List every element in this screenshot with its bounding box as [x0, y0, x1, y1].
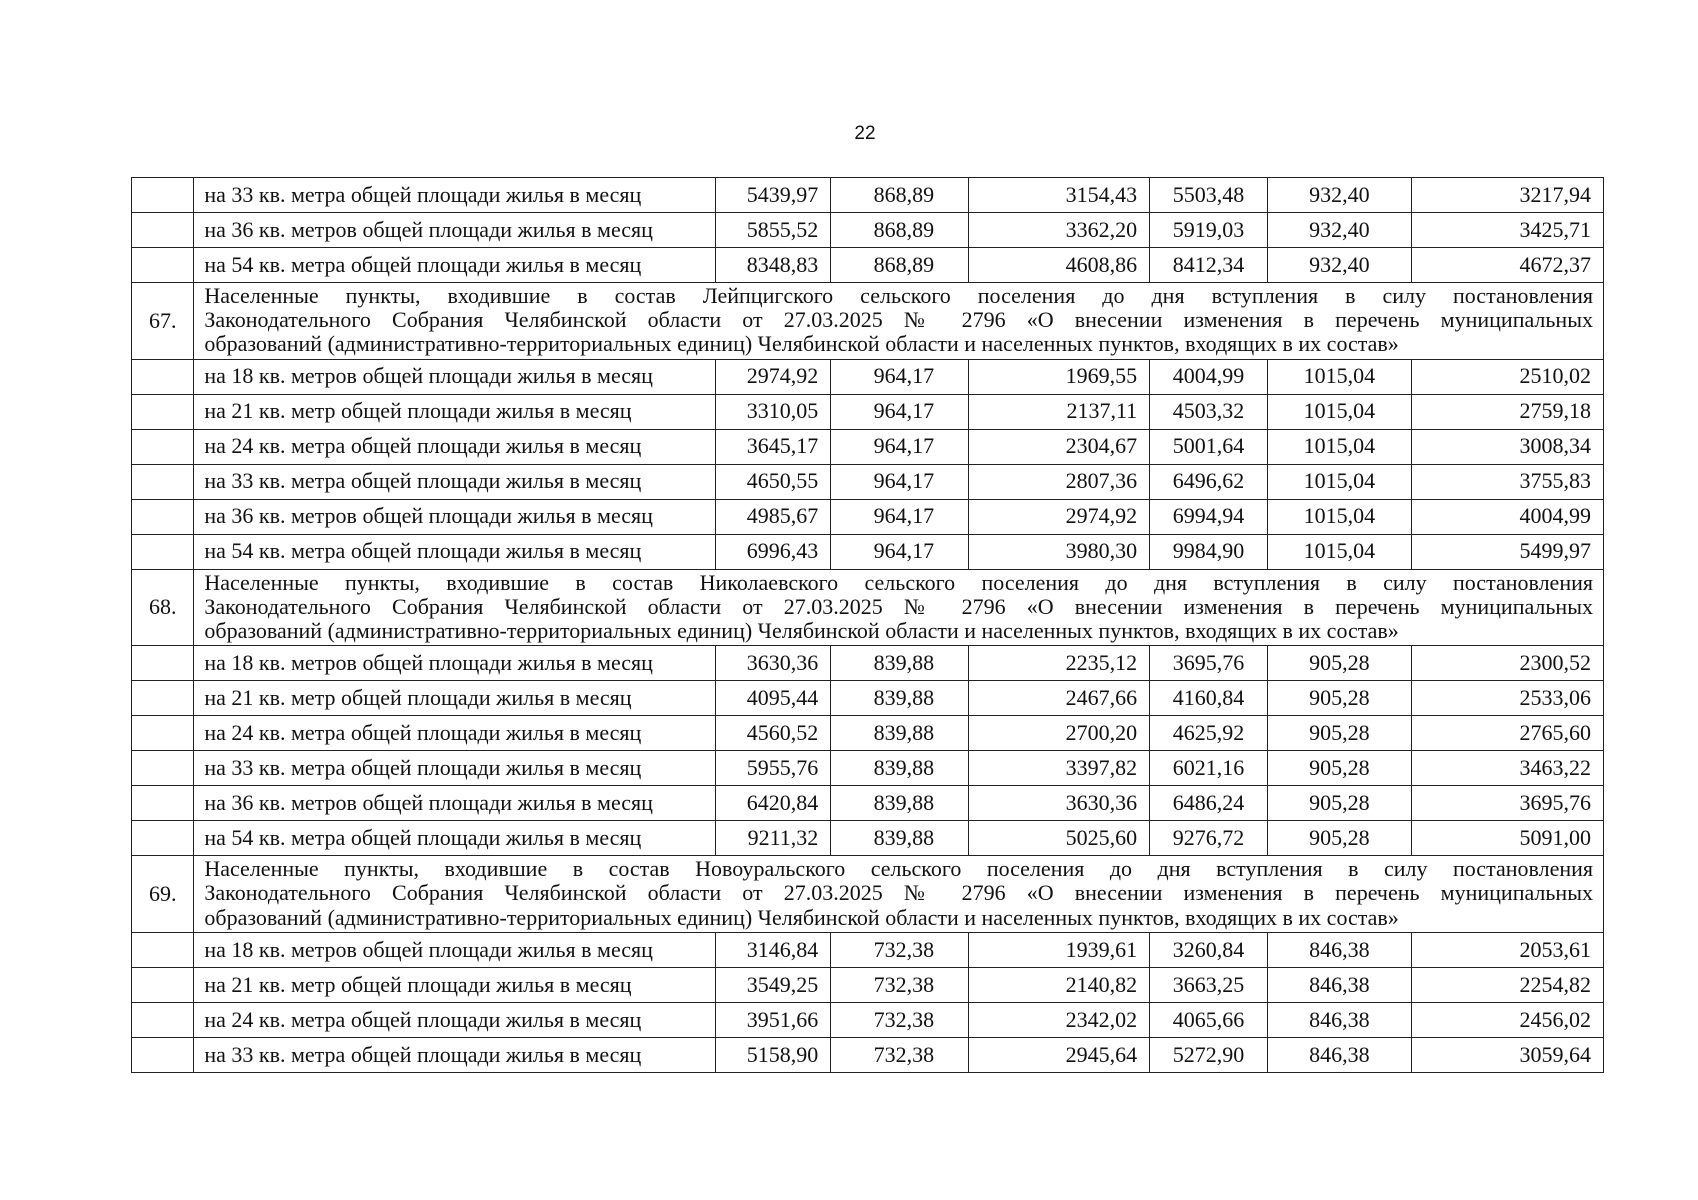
value-cell-3: 2807,36 — [969, 464, 1150, 499]
value-cell-5: 905,28 — [1267, 681, 1411, 716]
value-cell-5: 905,28 — [1267, 646, 1411, 681]
section-description-line: образований (административно-территориальных единиц) Челябинской области и населенных пунктов, входящих в их состав» — [204, 904, 1399, 930]
value-cell-2: 964,17 — [831, 499, 969, 534]
value-cell-3: 2700,20 — [969, 716, 1150, 751]
row-label: на 36 кв. метров общей площади жилья в месяц — [194, 499, 715, 534]
section-description — [194, 856, 1604, 933]
value-cell-2: 732,38 — [831, 1002, 969, 1037]
row-number-cell — [132, 681, 194, 716]
section-number: 69. — [132, 856, 194, 933]
row-number-cell — [132, 248, 194, 283]
row-number-cell — [132, 932, 194, 967]
value-cell-3: 2467,66 — [969, 681, 1150, 716]
value-cell-4: 5272,90 — [1150, 1037, 1268, 1072]
value-cell-3: 2974,92 — [969, 499, 1150, 534]
value-cell-1: 5855,52 — [715, 213, 831, 248]
section-description-line: Законодательного Собрания Челябинской области от 27.03.2025 № 2796 «О внесении изменения в перечень муниципальных — [204, 593, 1593, 619]
row-number-cell — [132, 751, 194, 786]
value-cell-6: 2533,06 — [1411, 681, 1603, 716]
value-cell-2: 839,88 — [831, 751, 969, 786]
value-cell-5: 1015,04 — [1267, 429, 1411, 464]
value-cell-1: 4650,55 — [715, 464, 831, 499]
section-number: 67. — [132, 283, 194, 360]
value-cell-2: 964,17 — [831, 359, 969, 394]
value-cell-2: 964,17 — [831, 464, 969, 499]
value-cell-5: 846,38 — [1267, 1002, 1411, 1037]
value-cell-3: 2342,02 — [969, 1002, 1150, 1037]
section-description — [194, 569, 1604, 646]
table-row — [132, 932, 1604, 967]
value-cell-4: 6021,16 — [1150, 751, 1268, 786]
table-row — [132, 499, 1604, 534]
row-number-cell — [132, 786, 194, 821]
row-label: на 21 кв. метр общей площади жилья в месяц — [194, 967, 715, 1002]
row-label: на 18 кв. метров общей площади жилья в месяц — [194, 932, 715, 967]
value-cell-4: 4160,84 — [1150, 681, 1268, 716]
page-number: 22 — [854, 123, 876, 144]
value-cell-5: 846,38 — [1267, 932, 1411, 967]
value-cell-2: 839,88 — [831, 821, 969, 856]
value-cell-5: 1015,04 — [1267, 534, 1411, 569]
value-cell-5: 932,40 — [1267, 213, 1411, 248]
row-number-cell — [132, 394, 194, 429]
value-cell-4: 4625,92 — [1150, 716, 1268, 751]
value-cell-6: 2300,52 — [1411, 646, 1603, 681]
value-cell-5: 1015,04 — [1267, 499, 1411, 534]
row-label: на 33 кв. метра общей площади жилья в месяц — [194, 751, 715, 786]
row-number-cell — [132, 967, 194, 1002]
row-label: на 24 кв. метра общей площади жилья в месяц — [194, 429, 715, 464]
value-cell-4: 3695,76 — [1150, 646, 1268, 681]
value-cell-4: 3663,25 — [1150, 967, 1268, 1002]
value-cell-6: 4004,99 — [1411, 499, 1603, 534]
value-cell-4: 8412,34 — [1150, 248, 1268, 283]
row-number-cell — [132, 646, 194, 681]
value-cell-4: 4503,32 — [1150, 394, 1268, 429]
value-cell-1: 5439,97 — [715, 178, 831, 213]
table-row — [132, 786, 1604, 821]
value-cell-6: 2765,60 — [1411, 716, 1603, 751]
value-cell-4: 5001,64 — [1150, 429, 1268, 464]
value-cell-4: 3260,84 — [1150, 932, 1268, 967]
section-number: 68. — [132, 569, 194, 646]
row-label: на 18 кв. метров общей площади жилья в месяц — [194, 359, 715, 394]
value-cell-5: 905,28 — [1267, 716, 1411, 751]
row-label: на 54 кв. метра общей площади жилья в месяц — [194, 248, 715, 283]
row-number-cell — [132, 499, 194, 534]
value-cell-3: 3362,20 — [969, 213, 1150, 248]
tariff-table — [131, 177, 1604, 1073]
value-cell-1: 3951,66 — [715, 1002, 831, 1037]
value-cell-1: 6996,43 — [715, 534, 831, 569]
row-number-cell — [132, 1037, 194, 1072]
value-cell-4: 6486,24 — [1150, 786, 1268, 821]
value-cell-5: 1015,04 — [1267, 394, 1411, 429]
section-description-line: образований (административно-территориальных единиц) Челябинской области и населенных пунктов, входящих в их состав» — [204, 617, 1399, 643]
value-cell-1: 4095,44 — [715, 681, 831, 716]
value-cell-6: 4672,37 — [1411, 248, 1603, 283]
value-cell-1: 5955,76 — [715, 751, 831, 786]
value-cell-1: 9211,32 — [715, 821, 831, 856]
value-cell-3: 5025,60 — [969, 821, 1150, 856]
row-label: на 33 кв. метра общей площади жилья в месяц — [194, 464, 715, 499]
value-cell-4: 6994,94 — [1150, 499, 1268, 534]
value-cell-1: 3310,05 — [715, 394, 831, 429]
value-cell-4: 5503,48 — [1150, 178, 1268, 213]
section-row — [132, 569, 1604, 646]
row-number-cell — [132, 464, 194, 499]
value-cell-5: 846,38 — [1267, 967, 1411, 1002]
table-row — [132, 1037, 1604, 1072]
row-label: на 33 кв. метра общей площади жилья в месяц — [194, 1037, 715, 1072]
value-cell-4: 6496,62 — [1150, 464, 1268, 499]
value-cell-1: 5158,90 — [715, 1037, 831, 1072]
value-cell-6: 2254,82 — [1411, 967, 1603, 1002]
value-cell-3: 3397,82 — [969, 751, 1150, 786]
value-cell-6: 2456,02 — [1411, 1002, 1603, 1037]
value-cell-3: 3630,36 — [969, 786, 1150, 821]
row-number-cell — [132, 178, 194, 213]
row-label: на 33 кв. метра общей площади жилья в месяц — [194, 178, 715, 213]
value-cell-5: 905,28 — [1267, 821, 1411, 856]
value-cell-3: 4608,86 — [969, 248, 1150, 283]
value-cell-3: 2140,82 — [969, 967, 1150, 1002]
value-cell-4: 9984,90 — [1150, 534, 1268, 569]
row-label: на 21 кв. метр общей площади жилья в месяц — [194, 681, 715, 716]
section-description-line: Законодательного Собрания Челябинской области от 27.03.2025 № 2796 «О внесении изменения в перечень муниципальных — [204, 880, 1593, 906]
value-cell-3: 1969,55 — [969, 359, 1150, 394]
value-cell-5: 932,40 — [1267, 248, 1411, 283]
value-cell-4: 4065,66 — [1150, 1002, 1268, 1037]
row-number-cell — [132, 534, 194, 569]
table-row — [132, 681, 1604, 716]
value-cell-4: 5919,03 — [1150, 213, 1268, 248]
value-cell-3: 1939,61 — [969, 932, 1150, 967]
table-row — [132, 394, 1604, 429]
row-number-cell — [132, 821, 194, 856]
value-cell-1: 6420,84 — [715, 786, 831, 821]
row-number-cell — [132, 1002, 194, 1037]
row-label: на 18 кв. метров общей площади жилья в месяц — [194, 646, 715, 681]
value-cell-2: 839,88 — [831, 681, 969, 716]
table-row — [132, 646, 1604, 681]
value-cell-6: 3008,34 — [1411, 429, 1603, 464]
row-label: на 36 кв. метров общей площади жилья в месяц — [194, 786, 715, 821]
value-cell-6: 3695,76 — [1411, 786, 1603, 821]
section-description-line: Населенные пункты, входившие в состав Лейпцигского сельского поселения до дня вступления в силу постановления — [204, 283, 1593, 308]
table-row — [132, 751, 1604, 786]
value-cell-1: 3630,36 — [715, 646, 831, 681]
value-cell-2: 964,17 — [831, 534, 969, 569]
value-cell-5: 932,40 — [1267, 178, 1411, 213]
value-cell-6: 3425,71 — [1411, 213, 1603, 248]
value-cell-6: 3217,94 — [1411, 178, 1603, 213]
value-cell-2: 839,88 — [831, 716, 969, 751]
value-cell-6: 2759,18 — [1411, 394, 1603, 429]
value-cell-2: 839,88 — [831, 646, 969, 681]
value-cell-2: 868,89 — [831, 248, 969, 283]
value-cell-2: 964,17 — [831, 394, 969, 429]
value-cell-6: 5499,97 — [1411, 534, 1603, 569]
value-cell-1: 8348,83 — [715, 248, 831, 283]
value-cell-6: 3059,64 — [1411, 1037, 1603, 1072]
row-label: на 36 кв. метров общей площади жилья в месяц — [194, 213, 715, 248]
value-cell-2: 964,17 — [831, 429, 969, 464]
value-cell-1: 3645,17 — [715, 429, 831, 464]
value-cell-5: 846,38 — [1267, 1037, 1411, 1072]
table-row — [132, 248, 1604, 283]
section-description-line: Населенные пункты, входившие в состав Николаевского сельского поселения до дня вступления в силу постановления — [204, 569, 1593, 595]
table-row — [132, 464, 1604, 499]
row-label: на 54 кв. метра общей площади жилья в месяц — [194, 534, 715, 569]
value-cell-6: 3463,22 — [1411, 751, 1603, 786]
section-description-line: образований (административно-территориальных единиц) Челябинской области и населенных пунктов, входящих в их состав» — [204, 331, 1399, 357]
row-number-cell — [132, 716, 194, 751]
table-row — [132, 178, 1604, 213]
table-row — [132, 534, 1604, 569]
row-label: на 54 кв. метра общей площади жилья в месяц — [194, 821, 715, 856]
value-cell-1: 4985,67 — [715, 499, 831, 534]
value-cell-2: 868,89 — [831, 178, 969, 213]
value-cell-3: 2235,12 — [969, 646, 1150, 681]
table-row — [132, 429, 1604, 464]
table-row — [132, 213, 1604, 248]
value-cell-2: 732,38 — [831, 932, 969, 967]
section-description-line: Населенные пункты, входившие в состав Новоуральского сельского поселения до дня вступления в силу постановления — [204, 856, 1593, 882]
row-label: на 21 кв. метр общей площади жилья в месяц — [194, 394, 715, 429]
row-label: на 24 кв. метра общей площади жилья в месяц — [194, 716, 715, 751]
value-cell-3: 2304,67 — [969, 429, 1150, 464]
section-row — [132, 856, 1604, 933]
section-row — [132, 283, 1604, 360]
value-cell-2: 839,88 — [831, 786, 969, 821]
table-row — [132, 821, 1604, 856]
section-description-line: Законодательного Собрания Челябинской области от 27.03.2025 № 2796 «О внесении изменения в перечень муниципальных — [204, 307, 1593, 333]
row-number-cell — [132, 429, 194, 464]
value-cell-2: 868,89 — [831, 213, 969, 248]
value-cell-3: 3980,30 — [969, 534, 1150, 569]
table-row — [132, 967, 1604, 1002]
section-description — [194, 283, 1604, 360]
value-cell-6: 2510,02 — [1411, 359, 1603, 394]
row-number-cell — [132, 213, 194, 248]
value-cell-1: 3146,84 — [715, 932, 831, 967]
tariff-table-body — [132, 178, 1604, 1073]
table-row — [132, 1002, 1604, 1037]
value-cell-1: 2974,92 — [715, 359, 831, 394]
value-cell-5: 1015,04 — [1267, 359, 1411, 394]
value-cell-1: 3549,25 — [715, 967, 831, 1002]
value-cell-3: 2137,11 — [969, 394, 1150, 429]
value-cell-3: 2945,64 — [969, 1037, 1150, 1072]
value-cell-5: 1015,04 — [1267, 464, 1411, 499]
value-cell-6: 3755,83 — [1411, 464, 1603, 499]
value-cell-2: 732,38 — [831, 967, 969, 1002]
table-row — [132, 716, 1604, 751]
value-cell-3: 3154,43 — [969, 178, 1150, 213]
value-cell-1: 4560,52 — [715, 716, 831, 751]
value-cell-6: 2053,61 — [1411, 932, 1603, 967]
value-cell-2: 732,38 — [831, 1037, 969, 1072]
value-cell-4: 9276,72 — [1150, 821, 1268, 856]
value-cell-4: 4004,99 — [1150, 359, 1268, 394]
value-cell-5: 905,28 — [1267, 786, 1411, 821]
value-cell-5: 905,28 — [1267, 751, 1411, 786]
row-label: на 24 кв. метра общей площади жилья в месяц — [194, 1002, 715, 1037]
value-cell-6: 5091,00 — [1411, 821, 1603, 856]
table-row — [132, 359, 1604, 394]
row-number-cell — [132, 359, 194, 394]
